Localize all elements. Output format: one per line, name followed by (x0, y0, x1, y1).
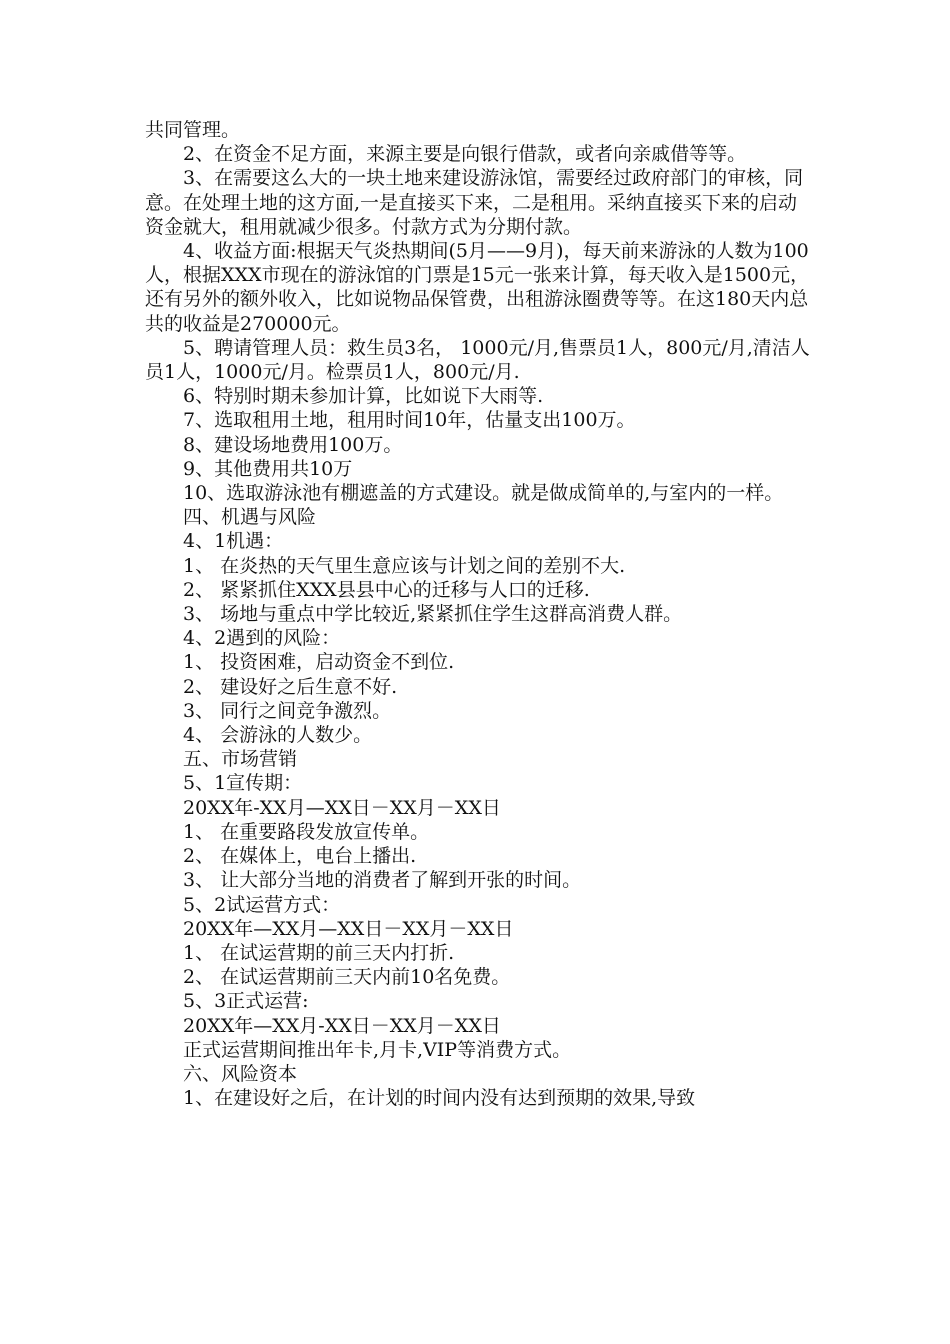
subheading-4-1: 4、1机遇： (183, 530, 284, 553)
list-item: 2、 在试运营期前三天内前10名免费。 (183, 966, 511, 989)
section-heading-5: 五、市场营销 (183, 748, 298, 771)
list-item: 2、 在媒体上，电台上播出. (183, 845, 417, 868)
subheading-5-3: 5、3正式运营: (183, 990, 309, 1013)
section-heading-6: 六、风险资本 (183, 1062, 298, 1085)
subheading-5-2: 5、2试运营方式： (183, 893, 341, 916)
subheading-4-2: 4、2遇到的风险： (183, 627, 341, 650)
document-page (145, 118, 810, 1110)
date-range: 20XX年-XX月—XX日－XX月－XX日 (183, 796, 501, 819)
paragraph-3: 4、收益方面:根据天气炎热期间(5月——9月)，每天前来游泳的人数为100人，根据XXX市现在的游泳馆的门票是15元一张来计算，每天收入是1500元，还有另外的额外收入，比如说物品保管费，出租游泳圈费等等。在这180天内总共的收益是270000元。 (145, 240, 810, 335)
list-item: 1、 在试运营期的前三天内打折. (183, 941, 455, 964)
list-item: 4、 会游泳的人数少。 (183, 724, 373, 747)
paragraph-32: 正式运营期间推出年卡,月卡,VIP等消费方式。 (183, 1038, 572, 1061)
paragraph-2: 3、在需要这么大的一块土地来建设游泳馆，需要经过政府部门的审核，同意。在处理土地的这方面,一是直接买下来，二是租用。采纳直接买下来的启动资金就大，租用就减少很多。付款方式为分期付款。 (145, 167, 804, 238)
list-item: 1、 在炎热的天气里生意应该与计划之间的差别不大. (183, 554, 626, 577)
date-range: 20XX年—XX月-XX日－XX月－XX日 (183, 1014, 501, 1037)
list-item: 3、 同行之间竞争激烈。 (183, 699, 392, 722)
paragraph-6: 7、选取租用土地，租用时间10年，估量支出100万。 (183, 409, 636, 432)
list-item: 3、 场地与重点中学比较近,紧紧抓住学生这群高消费人群。 (183, 603, 683, 626)
list-item: 1、 在重要路段发放宣传单。 (183, 820, 430, 843)
section-heading-4: 四、机遇与风险 (183, 506, 317, 529)
paragraph-5: 6、特别时期未参加计算，比如说下大雨等. (183, 385, 544, 408)
subheading-5-1: 5、1宣传期： (183, 772, 303, 795)
paragraph-8: 9、其他费用共10万 (183, 457, 353, 480)
paragraph-7: 8、建设场地费用100万。 (183, 433, 403, 456)
list-item: 3、 让大部分当地的消费者了解到开张的时间。 (183, 869, 582, 892)
list-item: 2、 紧紧抓住XXX县县中心的迁移与人口的迁移. (183, 578, 590, 601)
paragraph-9: 10、选取游泳池有棚遮盖的方式建设。就是做成简单的,与室内的一样。 (183, 482, 784, 505)
list-item: 1、 投资困难，启动资金不到位. (183, 651, 455, 674)
paragraph-34: 1、在建设好之后，在计划的时间内没有达到预期的效果,导致 (183, 1087, 696, 1110)
paragraph-4: 5、聘请管理人员：救生员3名， 1000元/月,售票员1人，800元/月,清洁人员1人，1000元/月。检票员1人，800元/月. (145, 336, 810, 384)
paragraph-0: 共同管理。 (145, 119, 241, 141)
paragraph-1: 2、在资金不足方面，来源主要是向银行借款，或者向亲戚借等等。 (183, 143, 747, 166)
list-item: 2、 建设好之后生意不好. (183, 675, 398, 698)
date-range: 20XX年—XX月—XX日－XX月－XX日 (183, 917, 514, 940)
